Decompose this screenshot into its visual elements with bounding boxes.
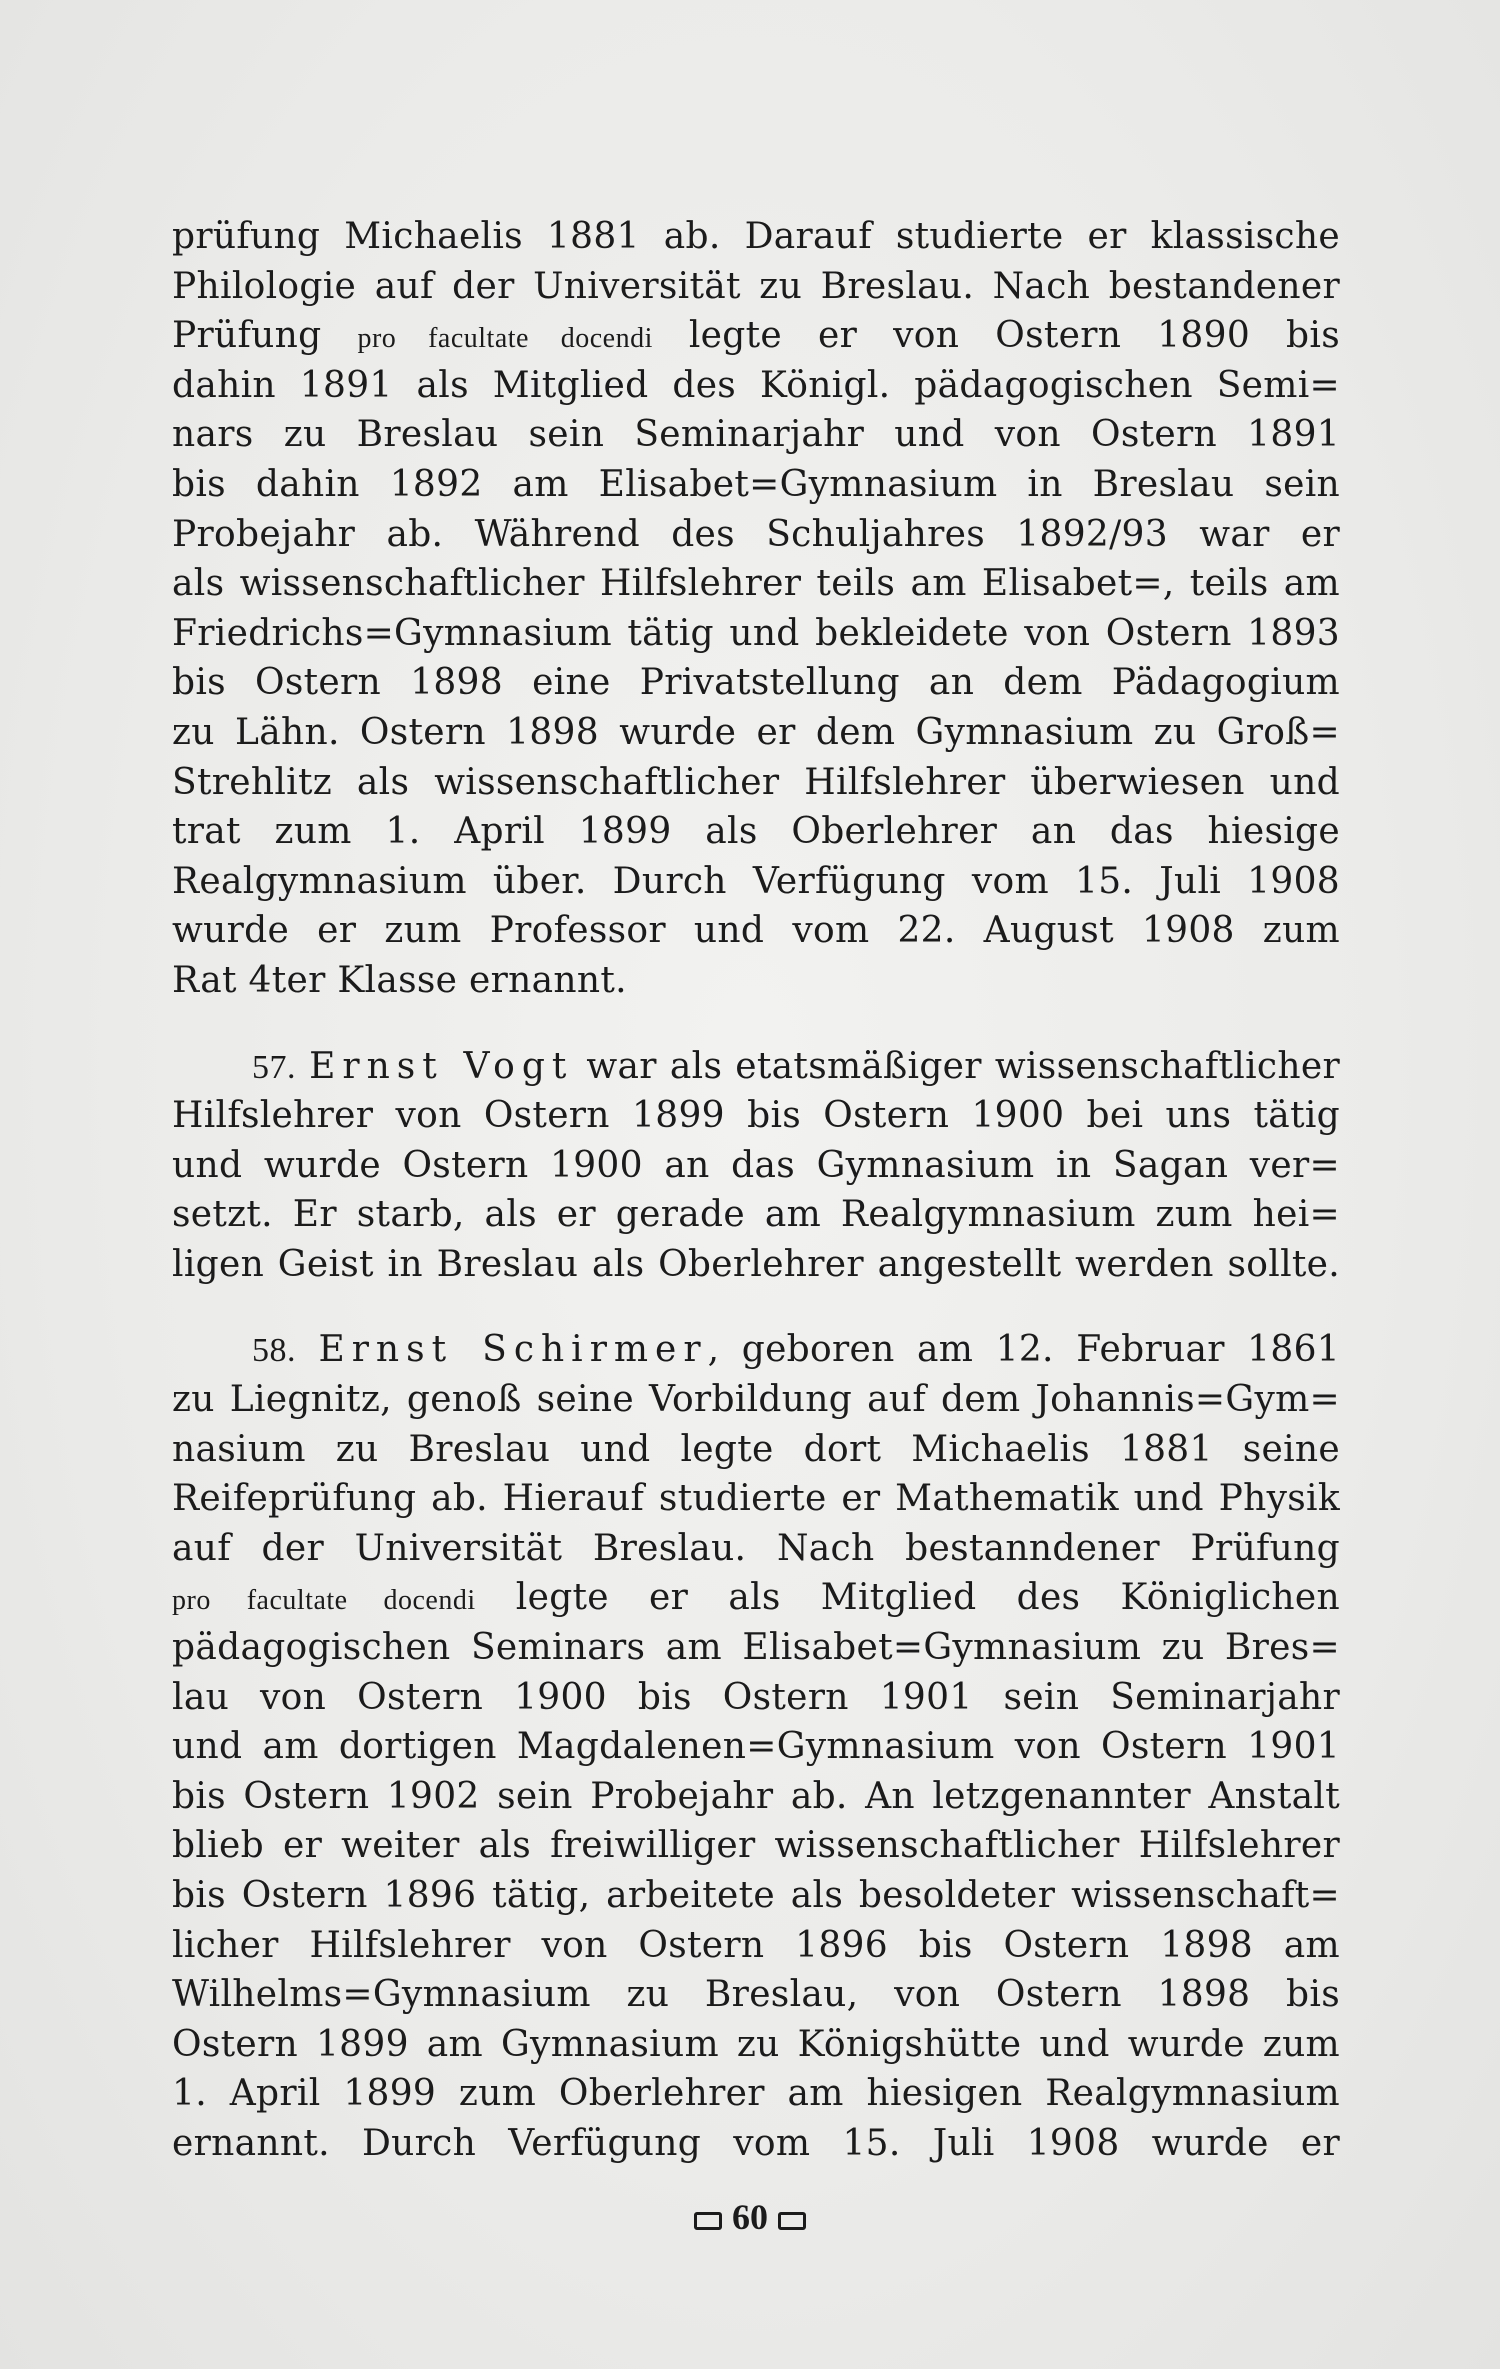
text-line: Wilhelms=Gymnasium zu Breslau, von Ostern 1898 bis <box>172 1974 1340 2016</box>
latin-phrase: pro facultate docendi <box>357 323 653 355</box>
paragraph-gap <box>172 1006 1340 1042</box>
paragraph-58 <box>172 1325 1340 2168</box>
text-line: dahin 1891 als Mitglied des Königl. pädagogischen Semi= <box>172 364 1340 406</box>
paragraph-57 <box>172 1042 1340 1290</box>
text-line: setzt. Er starb, als er gerade am Realgymnasium zum hei= <box>172 1194 1340 1236</box>
text-line: Realgymnasium über. Durch Verfügung vom 15. Juli 1908 <box>172 860 1340 902</box>
text-line: wurde er zum Professor und vom 22. August 1908 zum <box>172 910 1340 952</box>
text-line: Reifeprüfung ab. Hierauf studierte er Mathematik und Physik <box>172 1478 1340 1520</box>
text-line: bis Ostern 1896 tätig, arbeitete als besoldeter wissenschaft= <box>172 1875 1340 1916</box>
entry-number: 58. <box>252 1332 296 1370</box>
text-line: Friedrichs=Gymnasium tätig und bekleidete von Ostern 1893 <box>172 612 1340 654</box>
text-line: und wurde Ostern 1900 an das Gymnasium in Sagan ver= <box>172 1144 1340 1186</box>
text-line: Philologie auf der Universität zu Breslau. Nach bestandener <box>172 265 1340 307</box>
text-line: licher Hilfslehrer von Ostern 1896 bis Ostern 1898 am <box>172 1924 1340 1966</box>
text-line: und am dortigen Magdalenen=Gymnasium von Ostern 1901 <box>172 1726 1340 1768</box>
text-line: 1. April 1899 zum Oberlehrer am hiesigen Realgymnasium <box>172 2073 1340 2115</box>
text-line: pädagogischen Seminars am Elisabet=Gymnasium zu Bres= <box>172 1627 1340 1669</box>
person-name: Ernst Vogt <box>309 1045 574 1087</box>
page-number-value: 60 <box>732 2197 768 2237</box>
text-line: zu Lähn. Ostern 1898 wurde er dem Gymnasium zu Groß= <box>172 711 1340 753</box>
text-line <box>172 311 1340 361</box>
text-line: auf der Universität Breslau. Nach bestanndener Prüfung <box>172 1527 1340 1569</box>
text-line: lau von Ostern 1900 bis Ostern 1901 sein Seminarjahr <box>172 1676 1340 1718</box>
text-line: trat zum 1. April 1899 als Oberlehrer an das hiesige <box>172 811 1340 853</box>
text-line: nasium zu Breslau und legte dort Michaelis 1881 seine <box>172 1428 1340 1470</box>
text-line: Ostern 1899 am Gymnasium zu Königshütte und wurde zum <box>172 2023 1340 2065</box>
text-line: zu Liegnitz, genoß seine Vorbildung auf dem Johannis=Gym= <box>172 1379 1340 1421</box>
text-line: Hilfslehrer von Ostern 1899 bis Ostern 1900 bei uns tätig <box>172 1095 1340 1137</box>
entry-number: 57. <box>252 1048 296 1086</box>
text-line: blieb er weiter als freiwilliger wissenschaftlicher Hilfslehrer <box>172 1825 1340 1867</box>
text-line: bis dahin 1892 am Elisabet=Gymnasium in Breslau sein <box>172 463 1340 505</box>
text-line: Rat 4ter Klasse ernannt. <box>172 959 627 1001</box>
page-number <box>0 2196 1500 2238</box>
text-line: ernannt. Durch Verfügung vom 15. Juli 1908 wurde er <box>172 2122 1340 2164</box>
text-segment: legte er von Ostern 1890 bis <box>652 315 1340 357</box>
ornament-box-icon <box>694 2212 722 2230</box>
text-segment: , geboren am 12. Februar 1861 <box>707 1329 1340 1371</box>
person-name: Ernst Schirmer <box>318 1329 708 1371</box>
text-line: ligen Geist in Breslau als Oberlehrer angestellt werden sollte. <box>172 1243 1340 1285</box>
text-line: nars zu Breslau sein Seminarjahr und von Ostern 1891 <box>172 414 1340 456</box>
latin-phrase: pro facultate docendi <box>172 1585 476 1617</box>
text-segment: Prüfung <box>172 315 358 357</box>
body-text <box>172 212 1340 2169</box>
paragraph-continuation <box>172 212 1340 1006</box>
text-line: bis Ostern 1902 sein Probejahr ab. An letzgenannter Anstalt <box>172 1775 1340 1817</box>
text-line <box>172 1325 1340 1375</box>
text-line: prüfung Michaelis 1881 ab. Darauf studierte er klassische <box>172 216 1340 257</box>
text-line: als wissenschaftlicher Hilfslehrer teils am Elisabet=, teils am <box>172 563 1340 605</box>
text-line: Probejahr ab. Während des Schuljahres 1892/93 war er <box>172 513 1340 555</box>
text-segment: war als etatsmäßiger wissenschaftlicher <box>573 1045 1340 1087</box>
text-line <box>172 1573 1340 1623</box>
ornament-box-icon <box>778 2212 806 2230</box>
text-line <box>172 1042 1340 1092</box>
paragraph-gap <box>172 1289 1340 1325</box>
text-line: Strehlitz als wissenschaftlicher Hilfslehrer überwiesen und <box>172 761 1340 803</box>
text-segment: legte er als Mitglied des Königlichen <box>475 1577 1340 1619</box>
text-line: bis Ostern 1898 eine Privatstellung an dem Pädagogium <box>172 662 1340 704</box>
